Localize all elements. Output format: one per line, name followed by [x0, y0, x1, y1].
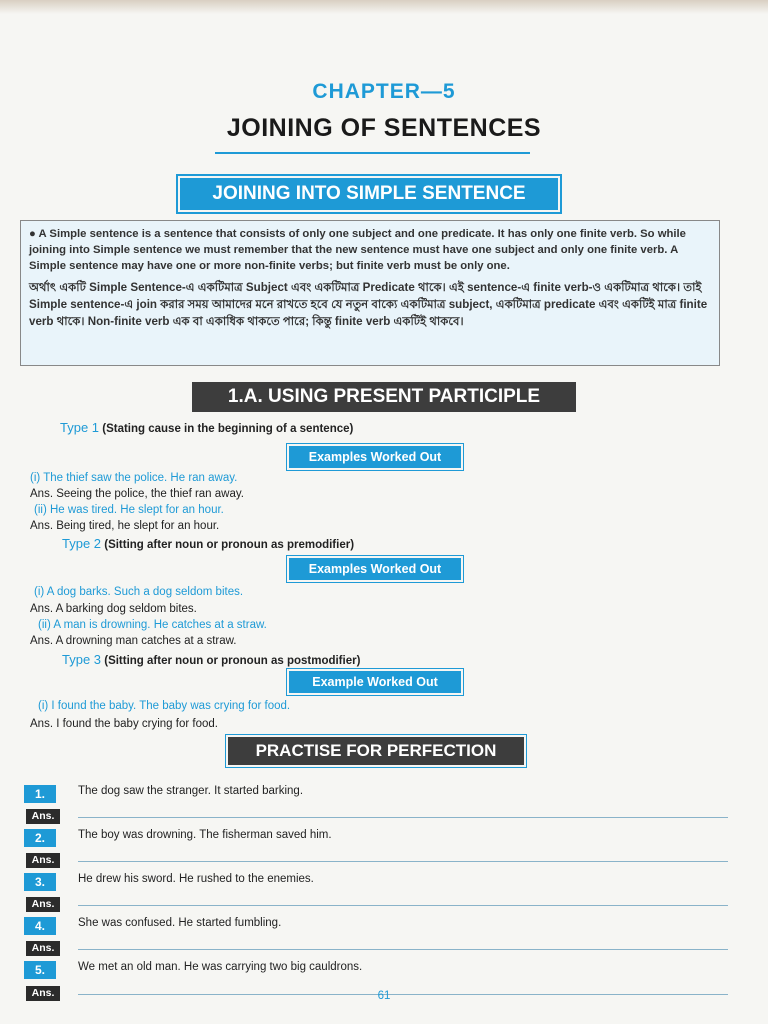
example-answer [30, 488, 244, 500]
definition-english: ● A Simple sentence is a sentence that consists of only one subject and one predicate. It has only one finite verb. So while joining into Simple sentence we must remember that the new sentence must have one subject and only one finite verb. A Simple sentence may have one or more non-finite verbs; but finite verb must be only one. [29, 228, 686, 272]
ans-label: Ans. [30, 520, 54, 532]
question-text: The boy was drowning. The fisherman saved him. [78, 829, 332, 841]
example-answer-text: A barking dog seldom bites. [55, 603, 197, 615]
example-answer [30, 718, 218, 730]
answer-line[interactable] [78, 817, 728, 818]
answer-line[interactable] [78, 905, 728, 906]
example-question [38, 700, 290, 712]
examples-pill-2: Examples Worked Out [289, 558, 461, 580]
example-question-text: I found the baby. The baby was crying for food. [51, 700, 291, 712]
top-edge-shadow [0, 0, 768, 14]
example-answer-text: A drowning man catches at a straw. [55, 635, 237, 647]
examples-pill-3: Example Worked Out [289, 671, 461, 693]
ans-label: Ans. [26, 986, 60, 1001]
type1-description: (Stating cause in the beginning of a sentence) [102, 423, 354, 435]
example-answer-text: I found the baby crying for food. [56, 718, 218, 730]
type2-description: (Sitting after noun or pronoun as premodifier) [104, 539, 355, 551]
example-question [30, 472, 237, 484]
example-number: (i) [30, 472, 41, 484]
example-number: (ii) [38, 619, 51, 631]
example-number: (ii) [34, 504, 47, 516]
question-number: 1. [24, 785, 56, 803]
example-answer [30, 635, 236, 647]
section-banner-present-participle: 1.A. USING PRESENT PARTICIPLE [192, 382, 576, 412]
chapter-title: JOINING OF SENTENCES [226, 114, 542, 142]
ans-label: Ans. [30, 603, 54, 615]
type1-heading [60, 420, 353, 435]
answer-line[interactable] [78, 861, 728, 862]
type2-heading [62, 536, 354, 551]
example-number: (i) [34, 586, 45, 598]
definition-bengali: অর্থাৎ একটি Simple Sentence-এ একটিমাত্র Subject এবং একটিমাত্র Predicate থাকে। এই sentence-এ finite verb-ও একটিমাত্র থাকে। তাই Simple sentence-এ join করার সময় আমাদের মনে রাখতে হবে যে নতুন বাক্যে একটিমাত্র subject, একটিমাত্র predicate এবং একটিই মাত্র finite verb থাকে। Non-finite verb এক বা একাধিক থাকতে পারে; কিন্তু finite verb একটিই থাকবে। [29, 281, 708, 328]
question-number: 4. [24, 917, 56, 935]
type3-heading [62, 652, 360, 667]
question-text: She was confused. He started fumbling. [78, 917, 282, 929]
ans-label: Ans. [26, 941, 60, 956]
type3-label: Type 3 [62, 652, 102, 667]
examples-pill-1: Examples Worked Out [289, 446, 461, 468]
title-underline [215, 152, 530, 154]
ans-label: Ans. [26, 853, 60, 868]
question-number: 2. [24, 829, 56, 847]
example-question-text: He was tired. He slept for an hour. [49, 504, 224, 516]
example-question [38, 619, 267, 631]
section-banner-practise: PRACTISE FOR PERFECTION [228, 737, 524, 765]
page-number: 61 [377, 990, 391, 1002]
example-answer-text: Being tired, he slept for an hour. [56, 520, 220, 532]
example-question [34, 586, 243, 598]
question-number: 5. [24, 961, 56, 979]
example-question-text: A man is drowning. He catches at a straw. [53, 619, 267, 631]
example-answer [30, 603, 197, 615]
answer-line[interactable] [78, 949, 728, 950]
type3-description: (Sitting after noun or pronoun as postmodifier) [104, 655, 361, 667]
definition-box [20, 220, 720, 366]
question-text: We met an old man. He was carrying two big cauldrons. [78, 961, 363, 973]
chapter-label: CHAPTER—5 [312, 80, 456, 103]
example-question [34, 504, 224, 516]
ans-label: Ans. [26, 897, 60, 912]
type2-label: Type 2 [62, 536, 102, 551]
section-banner-simple-sentence: JOINING INTO SIMPLE SENTENCE [180, 178, 558, 210]
example-answer [30, 520, 219, 532]
ans-label: Ans. [30, 718, 54, 730]
ans-label: Ans. [26, 809, 60, 824]
ans-label: Ans. [30, 635, 54, 647]
question-text: He drew his sword. He rushed to the enemies. [78, 873, 314, 885]
example-answer-text: Seeing the police, the thief ran away. [56, 488, 244, 500]
question-text: The dog saw the stranger. It started barking. [78, 785, 304, 797]
ans-label: Ans. [30, 488, 54, 500]
question-number: 3. [24, 873, 56, 891]
example-question-text: The thief saw the police. He ran away. [43, 472, 238, 484]
type1-label: Type 1 [60, 420, 100, 435]
example-question-text: A dog barks. Such a dog seldom bites. [46, 586, 244, 598]
example-number: (i) [38, 700, 49, 712]
